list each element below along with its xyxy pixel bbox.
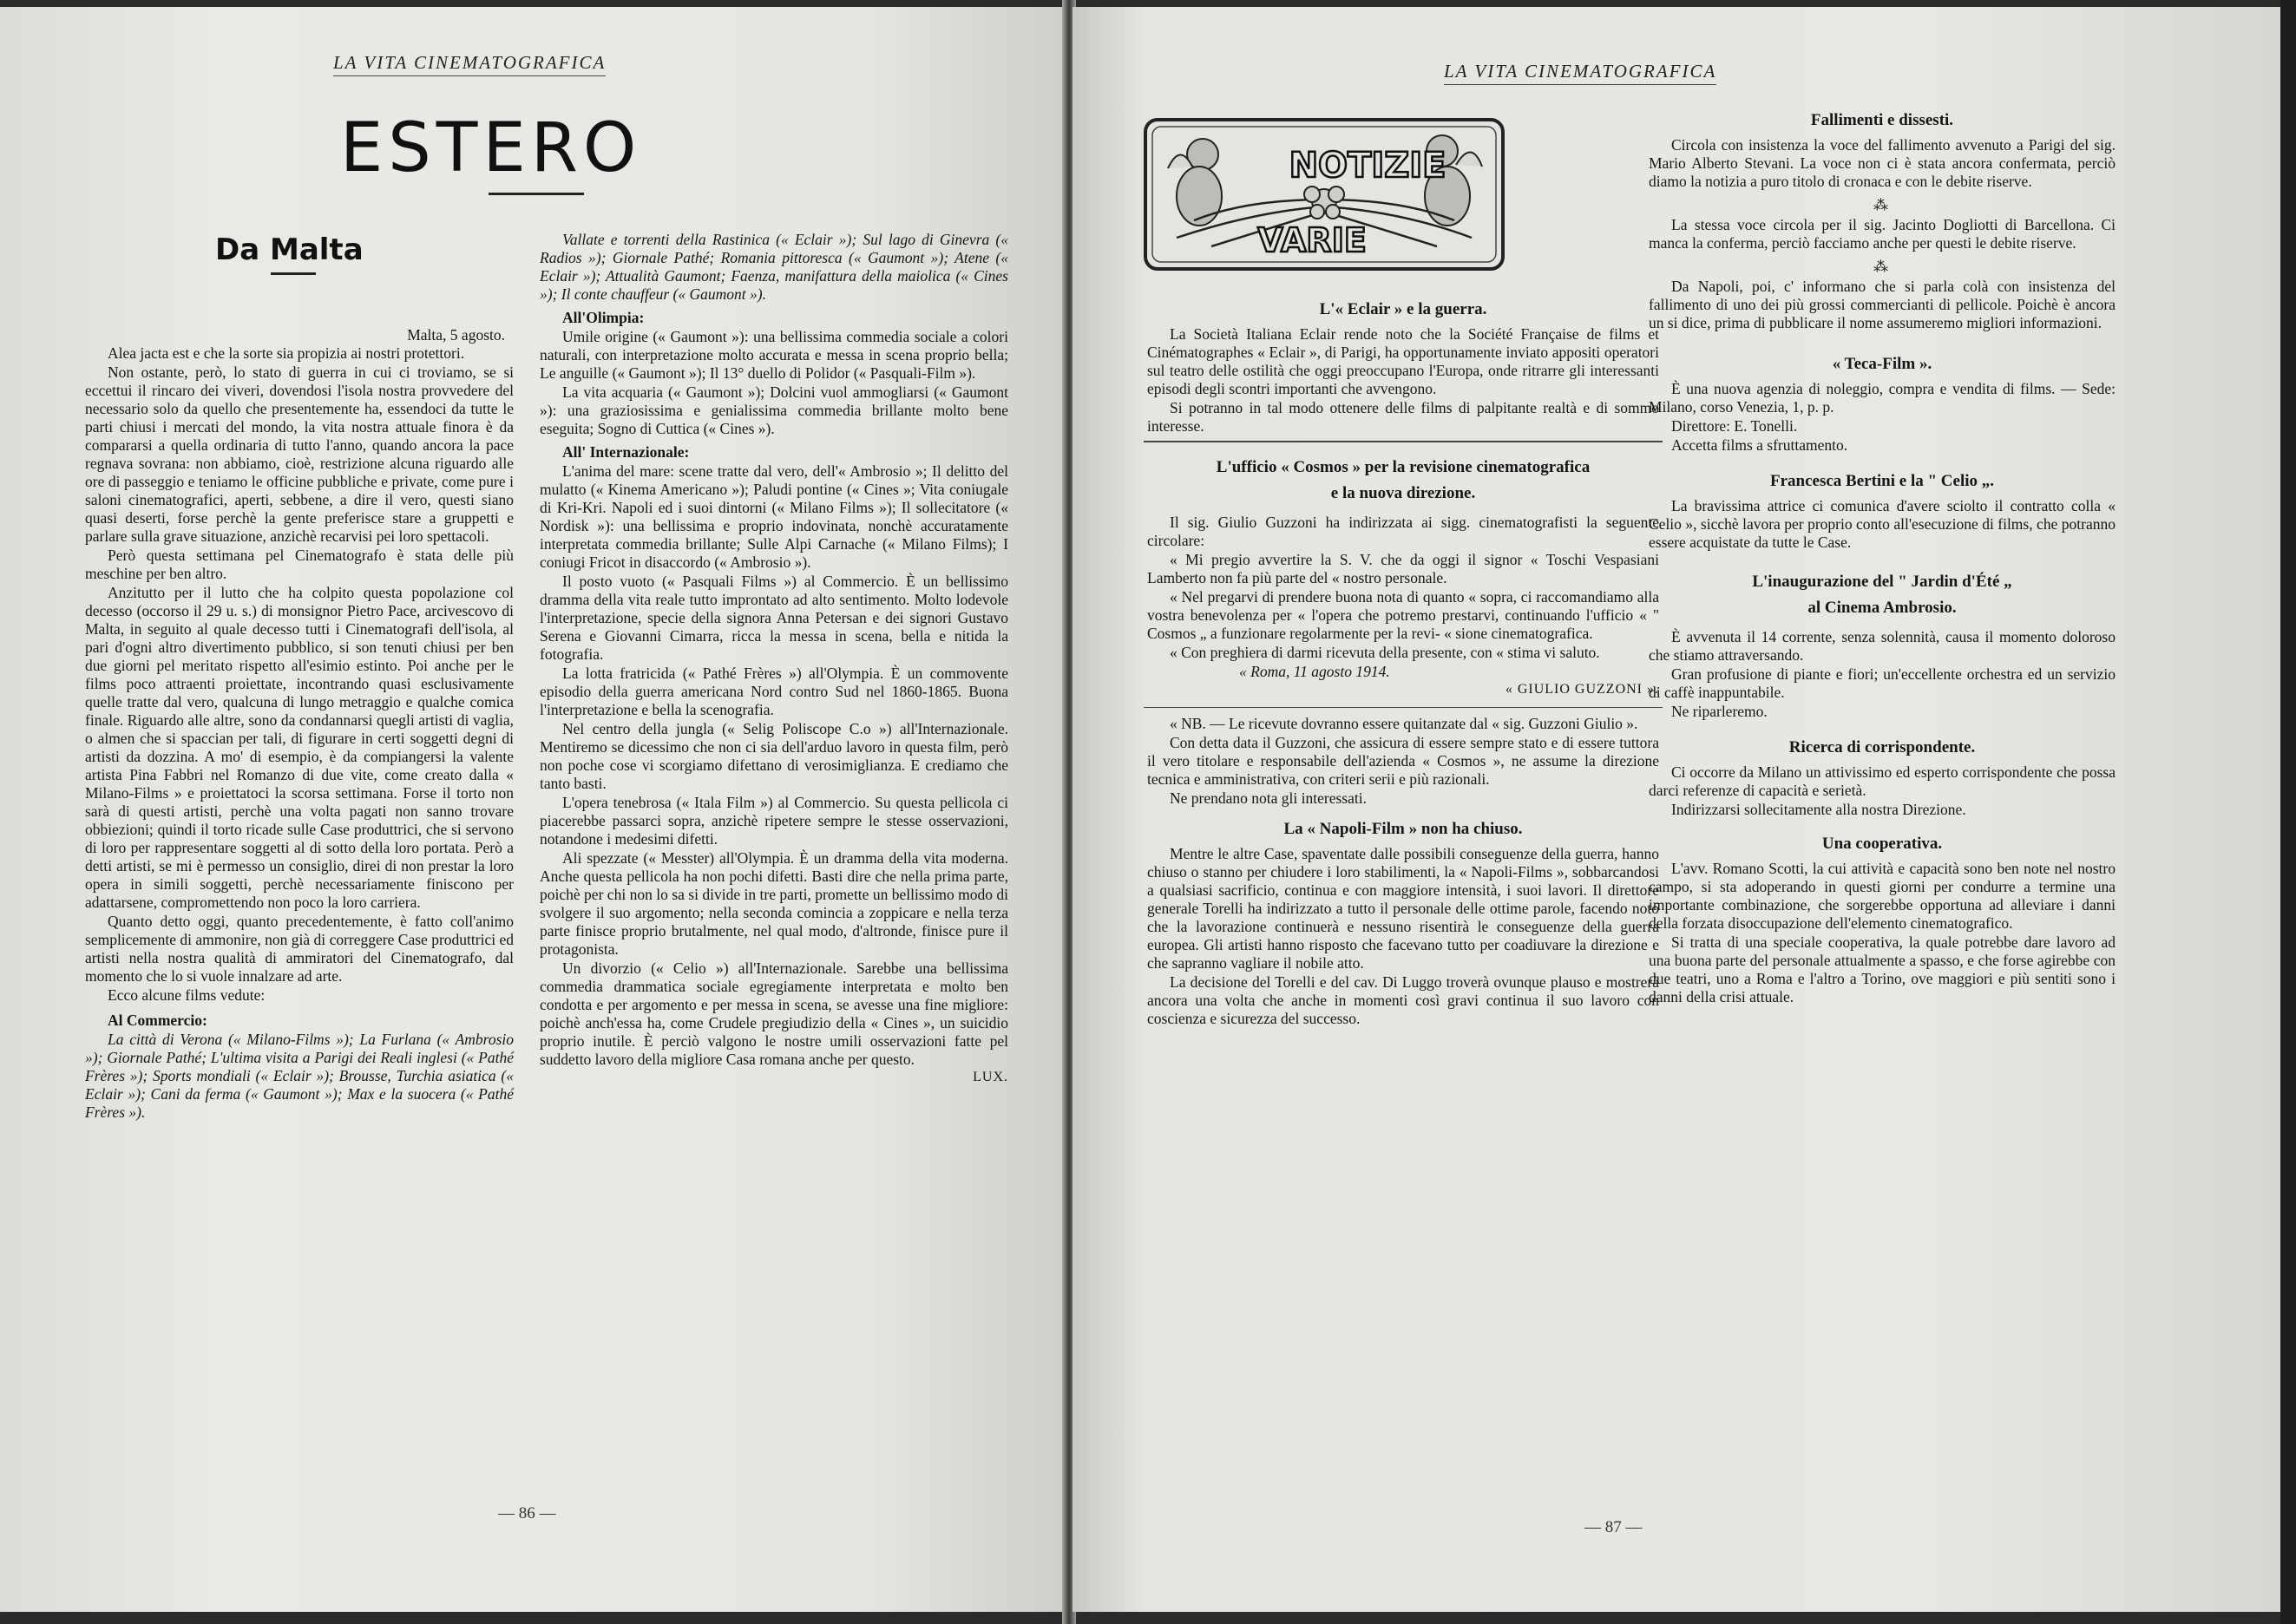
heading-ricerca: Ricerca di corrispondente. [1788, 738, 1976, 756]
logo-word-varie: VARIE [1257, 221, 1367, 259]
running-head-right: LA VITA CINEMATOGRAFICA [1444, 61, 1716, 85]
paragraph: Ne prendano nota gli interessati. [1170, 789, 1367, 807]
paragraph: Gran profusione di piante e fiori; un'eccellente orchestra ed un servizio di caffè inappuntabile. [1649, 665, 2116, 701]
paragraph: « Con preghiera di darmi ricevuta della presente, con « stima vi saluto. [1170, 643, 1600, 661]
paragraph: Nel centro della jungla (« Selig Poliscope C.o ») all'Internazionale. Mentiremo se dicessimo che non ci sia dell'arduo lavoro in questa film, però non poche cose vi scorgiamo difettano di verosimiglianza. E crediamo che tanto basti. [540, 720, 1008, 792]
paragraph: La stessa voce circola per il sig. Jacinto Dogliotti di Barcellona. Ci manca la conferma, perciò facciamo anche per questi le debite riserve. [1649, 216, 2116, 252]
separator [1144, 707, 1663, 709]
paragraph: L'opera tenebrosa (« Itala Film ») al Commercio. Su questa pellicola ci piacerebbe passarci sopra, anzichè ripetere sempre le stesse osservazioni, notandone i medesimi difetti. [540, 794, 1008, 848]
paragraph: La vita acquaria (« Gaumont »); Dolcini vuol ammogliarsi (« Gaumont »): una graziosissima e genialissima commedia brillante molto bene eseguita; Sogno di Cuttica (« Cines »). [540, 383, 1008, 437]
heading-fallimenti: Fallimenti e dissesti. [1810, 111, 1954, 129]
paragraph: L'anima del mare: scene tratte dal vero, dell'« Ambrosio »; Il delitto del mulatto (« Kinema Americano »); Paludi pontine (« Cines »; Vita coniugale di Kri-Kri. Napoli ed i suoi dintorni (« Milano Films »); Il sollecitatore (« Nordisk »): una bellissima e proprio indovinata, nonchè accuratamente interpretata commedia brillante; Sulle Alpi Carnache (« Milano Films); I coniugi Fricot in disaccordo (« Ambrosio »). [540, 462, 1008, 571]
film-list: La città di Verona (« Milano-Films »); La Furlana (« Ambrosio »); Giornale Pathé; L'ultima visita a Parigi dei Reali inglesi (« Pathé Frères »); Sports mondiali (« Eclair »); Brousse, Turchia asiatica (« Eclair »); Cani da ferma (« Gaumont »); Max e la suocera (« Pathé Frères »). [85, 1031, 514, 1121]
paragraph: Alea jacta est e che la sorte sia propizia ai nostri protettori. [108, 344, 465, 362]
heading-cosmos-line1: L'ufficio « Cosmos » per la revisione cinematografica [1216, 457, 1591, 476]
paragraph: La decisione del Torelli e del cav. Di Luggo troverà ovunque plauso e mostrerà ancora una volta che anche in momenti così gravi continua il suo lavoro con coscienza e sicurezza del successo. [1147, 973, 1659, 1027]
notizie-varie-logo [1142, 116, 1506, 272]
heading-jardin-line2: al Cinema Ambrosio. [1807, 599, 1957, 617]
paragraph: Il posto vuoto (« Pasquali Films ») al Commercio. È un bellissimo dramma della vita reale tutto improntato ad alto sentimento. Molto lodevole l'interpretazione, specie della signora Anna Petersan e dei signori Gustavo Serena e Giovanni Cimarra, ricca la messa in scena, bella e nitida la fotografia. [540, 573, 1008, 663]
venue-heading: All'Olimpia: [562, 309, 645, 326]
paragraph: Non ostante, però, lo stato di guerra in cui ci troviamo, se si eccettui il rincaro dei viveri, dovendosi l'isola nostra provvedere del necessario solo da quello che presentemente ha, essendoci da tutte le parti chiusi i mercati del mondo, la vita nostra attuale finora è da compararsi a quella ordinaria di tutto l'anno, quando ancora la pace regnava sovrana: non abbiamo, cioè, restrizione alcuna riguardo alle ore di passeggio e teniamo le officine pubbliche e private, come pure i saloni cinematografici, aperti, sebbene, a dire il vero, questi siano quasi deserti, forse perchè la gente preferisce stare a gruppetti e parlare sulla grave situazione, anzichè recarvisi pei loro spettacoli. [85, 363, 514, 545]
paragraph: Umile origine (« Gaumont »): una bellissima commedia sociale a colori naturali, con interpretazione molto accurata e messa in scena proprio bella; Le anguille (« Gaumont »); Il 13° duello di Polidor (« Pasquali-Film »). [540, 328, 1008, 382]
venue-heading: Al Commercio: [108, 1012, 207, 1029]
heading-teca: « Teca-Film ». [1832, 355, 1932, 373]
paragraph: Si tratta di una speciale cooperativa, la quale potrebbe dare lavoro ad una buona parte del personale attualmente a spasso, e che forse agirebbe con due teatri, uno a Roma e l'altro a Torino, ove maggiori e più sentiti sono i danni della crisi attuale. [1649, 933, 2116, 1005]
paragraph: La bravissima attrice ci comunica d'avere sciolto il contratto colla « Celio », sicchè lavora per proprio conto all'esecuzione di films, che potranno essere acquistate da tutte le Case. [1649, 497, 2116, 551]
article-title: Da Malta [215, 232, 364, 267]
paragraph: Direttore: E. Tonelli. [1671, 417, 1798, 435]
paragraph: Il sig. Giulio Guzzoni ha indirizzata ai sigg. cinematografisti la seguente circolare: [1147, 513, 1659, 549]
heading-cosmos-line2: e la nuova direzione. [1330, 483, 1476, 502]
paragraph: Ali spezzate (« Messter) all'Olympia. È un dramma della vita moderna. Anche questa pellicola ha non pochi difetti. Basti dire che nella prima parte, poichè per chi non lo sa si divide in tre parti, promette un bellissimo modo di svolgere il suo argomento; nella seconda comincia a zoppicare e nella terza parte finisce proprio brutalmente, nel qual modo, d'altronde, finisce pure il protagonista. [540, 849, 1008, 958]
asterism: ⁂ [1873, 259, 1891, 275]
paragraph: L'avv. Romano Scotti, la cui attività e capacità sono ben note nel nostro campo, si sta adoperando in questi giorni per condurre a termine una importante combinazione, che sorgerebbe opportuna ad alleviare i danni della forzata disoccupazione dell'elemento cinematografico. [1649, 860, 2116, 932]
paragraph: Indirizzarsi sollecitamente alla nostra Direzione. [1671, 801, 1966, 818]
left-page [0, 7, 1066, 1612]
left-column-1 [85, 326, 514, 1123]
heading-bertini: Francesca Bertini e la " Celio „. [1769, 472, 1994, 490]
heading-jardin-line1: L'inaugurazione del " Jardin d'Été „ [1752, 573, 2012, 591]
page-number-left: — 86 — [498, 1504, 556, 1522]
paragraph: « Mi pregio avvertire la S. V. che da oggi il signor « Toschi Vespasiani Lamberto non fa più parte del « nostro personale. [1147, 550, 1659, 586]
paragraph: Ecco alcune films vedute: [108, 986, 266, 1004]
dateline: Malta, 5 agosto. [407, 326, 505, 344]
paragraph: La lotta fratricida (« Pathé Frères ») all'Olympia. È un commovente episodio della guerra americana Nord contro Sud nel 1860-1865. Buona l'interpretazione e bella la scenografia. [540, 665, 1008, 718]
paragraph: La Società Italiana Eclair rende noto che la Société Française de films et Cinématographes « Eclair », di Parigi, ha opportunamente inviato appositi operatori sul teatro delle ostilità che oggi preoccupano l'Europa, onde ritrarre gli interessanti episodi degli scontri importanti che avvengono. [1147, 325, 1659, 397]
circular-date: « Roma, 11 agosto 1914. [1239, 662, 1390, 680]
asterism: ⁂ [1873, 197, 1891, 213]
heading-napoli: La « Napoli-Film » non ha chiuso. [1283, 820, 1523, 838]
heading-jardin [1649, 569, 2116, 621]
paragraph: « NB. — Le ricevute dovranno essere quitanzate dal « sig. Guzzoni Giulio ». [1170, 715, 1638, 732]
heading-eclair: L'« Eclair » e la guerra. [1319, 300, 1487, 318]
subtitle-rule [271, 272, 316, 275]
title-rule [489, 193, 584, 195]
circular-signature: « GIULIO GUZZONI ». [1505, 681, 1659, 697]
paragraph: Ci occorre da Milano un attivissimo ed esperto corrispondente che possa darci referenze di capacità e serietà. [1649, 763, 2116, 799]
paragraph: Anzitutto per il lutto che ha colpito questa popolazione col decesso (occorso il 29 u. s.) di monsignor Pietro Pace, arcivescovo di Malta, in seguito al quale decesso tutti i Cinematografi dell'isola, al pari d'ogni altro divertimento pubblico, si son tenuti chiusi per ben due giorni pel meritato rispetto all'esimio estinto. Poi anche per le films poco attraenti proiettate, incontrando quasi esclusivamente quelle tratte dal vero, qualcuna di lungo metraggio e qualche comica finale. Riguardo alle altre, sono da condannarsi quegli artisti di vaglia, o almen che si spaccian per tali, di figurare in certi soggetti degni di artisti da dozzina. A mo' di esempio, è da compiangersi la valente artista Pina Fabbri nel Romanzo di due vite, come creato dalla « Milano-Films » e proiettatoci la scorsa settimana. Forse il torto non sarà di questi artisti, perchè una volta pagati non sanno trovare obbiezioni; quindi il torto ricade sulle Case produttrici, che si servono di loro per rappresentare soggetti al di sotto della loro portata. Però a detti artisti, se mi è permesso un consiglio, direi di non prestar la loro opera in simili soggetti, perchè necessariamente finiscono per adattarsene, compromettendo non poco la loro carriera. [85, 584, 514, 911]
paragraph: Accetta films a sfruttamento. [1671, 436, 1848, 454]
heading-cooperativa: Una cooperativa. [1821, 835, 1943, 853]
author-signature: LUX. [973, 1070, 1008, 1084]
paragraph: Quanto detto oggi, quanto precedentemente, è fatto coll'animo semplicemente di ammonire, non già di correggere Case produttrici ed artisti nella nostra qualità di ammiratori del Cinematografo, dal momento che lo si vuole innalzare ad arte. [85, 913, 514, 985]
paragraph: « Nel pregarvi di prendere buona nota di quanto « sopra, ci raccomandiamo alla vostra benevolenza per « l'opera che potremo prestarvi, continuando l'ufficio « " Cosmos „ a funzionare regolarmente per la revi- « sione cinematografica. [1147, 587, 1659, 642]
paragraph: È avvenuta il 14 corrente, senza solennità, causa il momento doloroso che stiamo attraversando. [1649, 628, 2116, 664]
paragraph: Però questa settimana pel Cinematografo è stata delle più meschine per ben altro. [85, 547, 514, 582]
running-head-left: LA VITA CINEMATOGRAFICA [333, 52, 606, 76]
heading-cosmos [1147, 455, 1659, 507]
right-page [1073, 7, 2291, 1612]
film-list: Vallate e torrenti della Rastinica (« Eclair »); Sul lago di Ginevra (« Radios »); Giornale Pathé; Romania pittoresca (« Gaumont »); Atene (« Eclair »); Attualità Gaumont; Faenza, manifattura della maiolica (« Cines »); Il conte chauffeur (« Gaumont »). [540, 231, 1008, 303]
paragraph: Da Napoli, poi, c' informano che si parla colà con insistenza del fallimento di uno dei più grossi commercianti di pellicole. Poichè è ancora un si dice, prima di pubblicare il nome assumeremo migliori informazioni. [1649, 278, 2116, 331]
right-column-2 [1649, 111, 2116, 1007]
paragraph: Con detta data il Guzzoni, che assicura di essere sempre stato e di essere tuttora il vero titolare e responsabile dell'azienda « Cosmos », ne assume la direzione tecnica e amministrativa, con criteri serii e più razionali. [1147, 734, 1659, 788]
paragraph: Un divorzio (« Celio ») all'Internazionale. Sarebbe una bellissima commedia drammatica sociale egregiamente interpretata e molto ben condotta e per argomento e per messa in scena, se avesse una fine migliore: poichè anch'essa ha, come Crudele pregiudizio della « Cines », un suicidio proprio inutile. È perciò valgono le nostre umili osservazioni fatte pel suddetto lavoro della migliore Casa romana anche per questo. [540, 959, 1008, 1068]
paragraph: Ne riparleremo. [1671, 703, 1768, 720]
paragraph: È una nuova agenzia di noleggio, compra e vendita di films. — Sede: Milano, corso Venezia, 1, p. p. [1649, 380, 2116, 416]
separator [1144, 441, 1663, 442]
page-number-right: — 87 — [1584, 1518, 1643, 1536]
venue-heading: All' Internazionale: [562, 443, 690, 461]
right-column-1 [1147, 300, 1659, 1029]
page-edge [2280, 0, 2296, 1624]
paragraph: Circola con insistenza la voce del fallimento avvenuto a Parigi del sig. Mario Alberto Stevani. La voce non ci è stata ancora confermata, perciò diamo la notizia a puro titolo di cronaca e con le debite riserve. [1649, 136, 2116, 190]
paragraph: Si potranno in tal modo ottenere delle films di palpitante realtà e di sommo interesse. [1147, 399, 1659, 435]
paragraph: Mentre le altre Case, spaventate dalle possibili conseguenze della guerra, hanno chiuso o stanno per chiudere i loro stabilimenti, la « Napoli-Films », sobbarcandosi a qualsiasi sacrificio, continua e con maggiore intensità, i suoi lavori. Il direttore generale Torelli ha indirizzato a tutto il personale delle ottime parole, facendo noto che la lavorazione continuerà e nessuno risentirà le conseguenze della guerra europea. Gli artisti hanno risposto che facevano tutto per coadiuvare la direzione e che sapranno vagliare il nobile atto. [1147, 845, 1659, 972]
logo-word-notizie: NOTIZIE [1289, 146, 1446, 186]
left-column-2 [540, 231, 1008, 1086]
section-title: ESTERO [340, 109, 642, 187]
